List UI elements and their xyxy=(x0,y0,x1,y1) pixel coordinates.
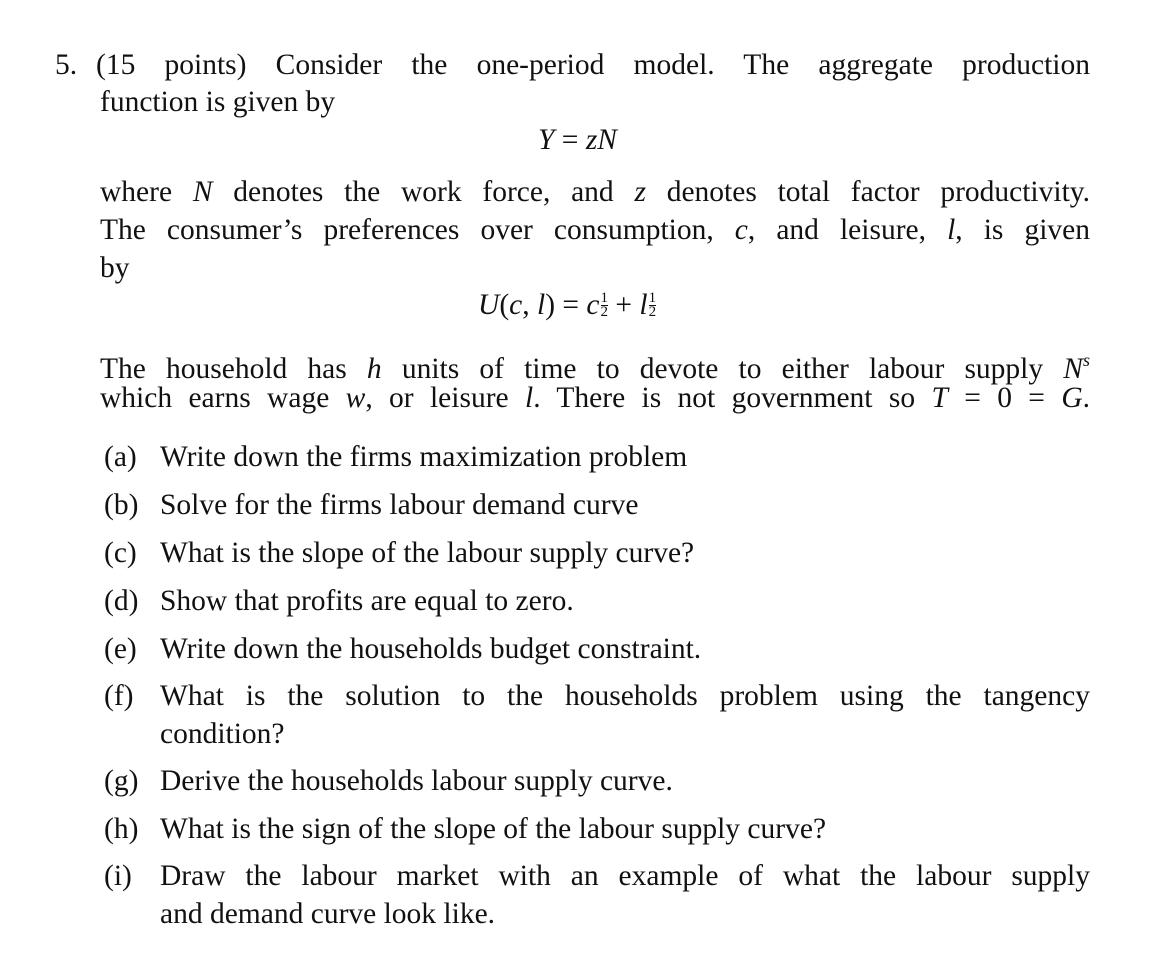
superscript: s xyxy=(1082,350,1090,370)
question-line xyxy=(100,211,1090,249)
exponent-fraction xyxy=(649,292,657,319)
fraction-part: 2 xyxy=(648,304,657,320)
question-line xyxy=(478,286,656,324)
math-variable: l xyxy=(536,289,546,321)
text-segment: ) = xyxy=(545,289,587,321)
math-variable: l xyxy=(947,214,956,246)
text-segment: units of time to devote to either labour supply xyxy=(381,353,1064,385)
text-segment: denotes total factor productivity. xyxy=(645,176,1090,208)
part-text: What is the sign of the slope of the labour supply curve? xyxy=(160,813,827,845)
math-variable: z xyxy=(634,176,646,208)
exponent-fraction xyxy=(601,292,609,319)
part-text: What is the slope of the labour supply curve? xyxy=(160,537,695,569)
text-segment: , or leisure xyxy=(365,382,525,414)
text-segment: , and leisure, xyxy=(747,214,948,246)
fraction-part: 1 xyxy=(648,290,657,306)
text-segment: function is given by xyxy=(100,86,336,118)
question-line xyxy=(100,379,1090,417)
math-variable: U xyxy=(478,289,500,321)
question-line xyxy=(538,121,617,159)
text-segment: = xyxy=(554,124,586,156)
math-variable: T xyxy=(931,382,948,414)
math-variable: w xyxy=(345,382,366,414)
math-variable: zN xyxy=(585,124,617,156)
part-label-a: (a) xyxy=(104,441,137,473)
question-line xyxy=(100,83,335,121)
part-text: and demand curve look like. xyxy=(160,898,496,930)
part-label-i: (i) xyxy=(104,860,132,892)
math-variable: N xyxy=(1063,353,1083,385)
question-line xyxy=(100,341,1090,385)
part-text: What is the solution to the households problem using the tangency xyxy=(160,680,1090,712)
text-segment: denotes the work force, and xyxy=(212,176,635,208)
part-label-f: (f) xyxy=(104,680,134,712)
fraction-part: 2 xyxy=(600,304,608,320)
text-segment: by xyxy=(100,252,130,284)
question-line xyxy=(100,249,130,287)
part-label-h: (h) xyxy=(104,813,139,845)
math-variable: G xyxy=(1061,382,1083,414)
question-number: 5. xyxy=(55,49,78,81)
part-text: Write down the households budget constraint. xyxy=(160,633,702,665)
math-variable: c xyxy=(734,214,748,246)
part-text: condition? xyxy=(160,718,285,750)
math-variable: c xyxy=(509,289,523,321)
math-variable: h xyxy=(366,353,382,385)
math-variable: N xyxy=(192,176,213,208)
part-text: Show that profits are equal to zero. xyxy=(160,585,574,617)
part-label-b: (b) xyxy=(104,489,139,521)
math-variable: Y xyxy=(538,124,555,156)
math-variable: l xyxy=(639,289,648,321)
text-segment: The household has xyxy=(100,353,367,385)
question-line xyxy=(100,173,1090,211)
text-segment: . xyxy=(1082,382,1090,414)
text-segment: + xyxy=(608,289,640,321)
text-segment: (15 points) Consider the one-period model. The aggregate production xyxy=(96,49,1090,81)
part-label-e: (e) xyxy=(104,633,137,665)
part-text: Write down the firms maximization problem xyxy=(160,441,688,473)
text-segment: , is given xyxy=(955,214,1090,246)
part-text: Draw the labour market with an example of what the labour supply xyxy=(160,860,1090,892)
text-segment: . There is not government so xyxy=(533,382,932,414)
part-label-g: (g) xyxy=(104,765,139,797)
math-variable: c xyxy=(586,289,600,321)
part-text: Derive the households labour supply curve. xyxy=(160,765,673,797)
fraction-part: 1 xyxy=(600,290,608,306)
part-label-d: (d) xyxy=(104,585,139,617)
math-variable: l xyxy=(524,382,534,414)
part-text: Solve for the firms labour demand curve xyxy=(160,489,639,521)
text-segment: The consumer’s preferences over consumption, xyxy=(100,214,735,246)
text-segment: , xyxy=(522,289,537,321)
part-label-c: (c) xyxy=(104,537,137,569)
question-line xyxy=(96,46,1090,84)
text-segment: where xyxy=(100,176,193,208)
text-segment: ( xyxy=(499,289,510,321)
text-segment: = 0 = xyxy=(947,382,1062,414)
text-segment: which earns wage xyxy=(100,382,346,414)
